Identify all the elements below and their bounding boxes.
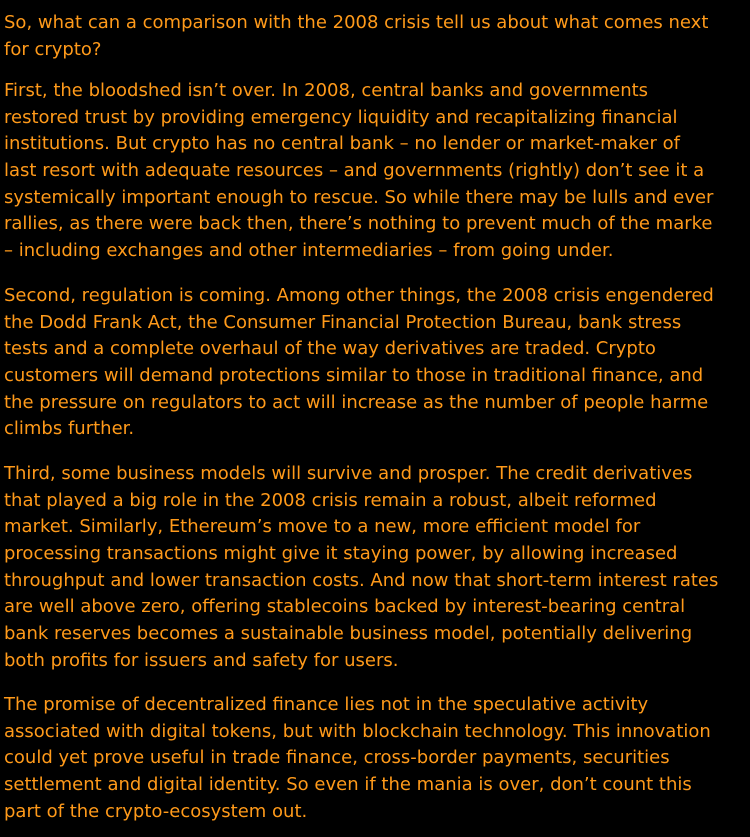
text-line: rallies, as there were back then, there’s nothing to prevent much of the marke: [4, 213, 713, 235]
paragraph-2: [4, 78, 713, 265]
text-line: both profits for issuers and safety for users.: [4, 649, 399, 671]
text-line: associated with digital tokens, but with blockchain technology. This innovation: [4, 720, 711, 742]
text-line: First, the bloodshed isn’t over. In 2008, central banks and governments: [4, 80, 649, 101]
text-line: that played a big role in the 2008 crisis remain a robust, albeit reformed: [4, 489, 657, 511]
text-line: the Dodd Frank Act, the Consumer Financial Protection Bureau, bank stress: [4, 311, 682, 333]
text-line: – including exchanges and other intermediaries – from going under.: [4, 240, 614, 262]
text-line: So, what can a comparison with the 2008 crisis tell us about what comes next: [4, 12, 709, 33]
text-line: settlement and digital identity. So even if the mania is over, don’t count this: [4, 774, 692, 796]
text-line: customers will demand protections similar to those in traditional finance, and: [4, 365, 704, 387]
text-line: tests and a complete overhaul of the way derivatives are traded. Crypto: [4, 338, 656, 360]
paragraph-1: [4, 10, 708, 63]
paragraph-4: [4, 461, 718, 675]
text-line: institutions. But crypto has no central bank – no lender or market-maker of: [4, 133, 680, 155]
paragraph-5: [4, 692, 711, 825]
text-line: The promise of decentralized finance lies not in the speculative activity: [4, 694, 649, 715]
text-line: processing transactions might give it staying power, by allowing increased: [4, 543, 678, 565]
text-line: are well above zero, offering stablecoins backed by interest-bearing central: [4, 596, 686, 618]
text-line: the pressure on regulators to act will increase as the number of people harme: [4, 391, 709, 413]
paragraph-3: [4, 283, 714, 443]
text-line: bank reserves becomes a sustainable business model, potentially delivering: [4, 623, 693, 645]
text-line: market. Similarly, Ethereum’s move to a new, more efficient model for: [4, 516, 641, 538]
text-line: systemically important enough to rescue. So while there may be lulls and ever: [4, 186, 714, 208]
text-line: throughput and lower transaction costs. And now that short-term interest rates: [4, 569, 719, 591]
text-line: climbs further.: [4, 418, 135, 440]
text-line: restored trust by providing emergency liquidity and recapitalizing financial: [4, 106, 678, 128]
text-line: Third, some business models will survive and prosper. The credit derivatives: [4, 463, 693, 484]
text-line: could yet prove useful in trade finance, cross-border payments, securities: [4, 747, 670, 769]
text-line: Second, regulation is coming. Among other things, the 2008 crisis engendered: [4, 285, 714, 306]
text-line: last resort with adequate resources – and governments (rightly) don’t see it a: [4, 160, 705, 182]
text-line: for crypto?: [4, 38, 102, 60]
text-line: part of the crypto-ecosystem out.: [4, 800, 308, 822]
